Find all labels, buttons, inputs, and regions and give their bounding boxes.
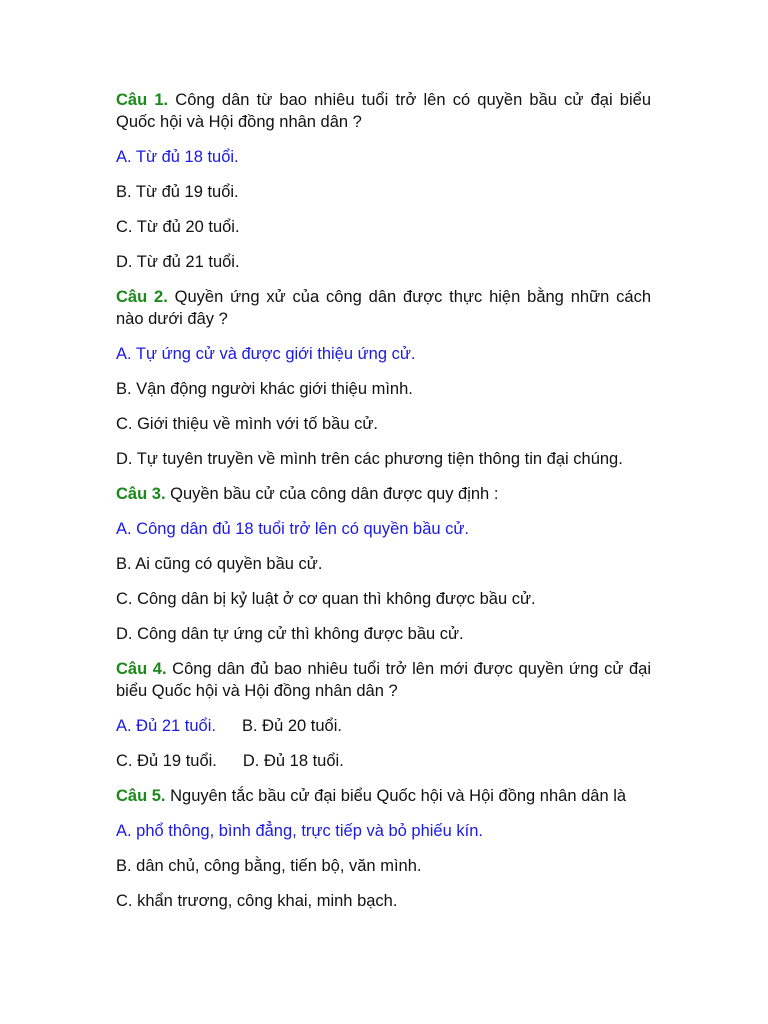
question-4-text: Công dân đủ bao nhiêu tuổi trở lên mới được quyền ứng cử đại biểu Quốc hội và Hội đồng nhân dân ? [116, 660, 651, 700]
question-3-option-c: C. Công dân bị kỷ luật ở cơ quan thì không được bầu cử. [116, 590, 536, 608]
question-3-label: Câu 3 [116, 485, 161, 503]
question-2: Câu 2. Quyền ứng xử của công dân được thực hiện bằng nhữn cách nào dưới đây ? [116, 288, 651, 328]
question-1-option-a: A. Từ đủ 18 tuổi. [116, 148, 239, 166]
question-4-option-a: A. Đủ 21 tuổi. [116, 717, 216, 735]
question-1-option-c: C. Từ đủ 20 tuổi. [116, 218, 240, 236]
question-5-text: Nguyên tắc bầu cử đại biểu Quốc hội và Hội đồng nhân dân là [165, 787, 627, 805]
question-4-option-c: C. Đủ 19 tuổi. [116, 752, 217, 770]
question-4-option-b: B. Đủ 20 tuổi. [241, 717, 342, 735]
question-5-label: Câu 5. [116, 787, 166, 805]
question-1-label: Câu 1 [116, 91, 164, 109]
question-3-option-a: A. Công dân đủ 18 tuổi trở lên có quyền bầu cử. [116, 520, 470, 538]
question-3-option-b: B. Ai cũng có quyền bầu cử. [116, 555, 323, 573]
question-2-option-b: B. Vận động người khác giới thiệu mình. [116, 380, 413, 398]
question-2-option-d: D. Tự tuyên truyền về mình trên các phương tiện thông tin đại chúng. [116, 450, 623, 468]
question-1-option-b: B. Từ đủ 19 tuổi. [116, 183, 239, 201]
question-1-text: Công dân từ bao nhiêu tuổi trở lên có quyền bầu cử đại biểu Quốc hội và Hội đồng nhân dân ? [116, 91, 651, 131]
question-5-option-c: C. khẩn trương, công khai, minh bạch. [116, 892, 398, 910]
question-5-option-a: A. phổ thông, bình đẳng, trực tiếp và bỏ phiếu kín. [116, 822, 483, 840]
question-2-option-a: A. Tự ứng cử và được giới thiệu ứng cử. [116, 345, 416, 363]
question-3-text: Quyền bầu cử của công dân được quy định : [165, 485, 499, 503]
question-2-text: Quyền ứng xử của công dân được thực hiện bằng nhữn cách nào dưới đây ? [116, 288, 651, 328]
document-page [116, 89, 651, 925]
question-4-options-row-2 [116, 750, 651, 772]
question-1: Câu 1. Công dân từ bao nhiêu tuổi trở lên có quyền bầu cử đại biểu Quốc hội và Hội đồng nhân dân ? [116, 91, 651, 131]
question-1-option-d: D. Từ đủ 21 tuổi. [116, 253, 240, 271]
question-5-option-b: B. dân chủ, công bằng, tiến bộ, văn mình. [116, 857, 422, 875]
question-3-option-d: D. Công dân tự ứng cử thì không được bầu cử. [116, 625, 464, 643]
question-2-label: Câu 2 [116, 288, 164, 306]
question-5 [116, 785, 651, 807]
question-4-label: Câu 4. [116, 660, 167, 678]
question-4-option-d: D. Đủ 18 tuổi. [242, 752, 344, 770]
question-4-options-row-1 [116, 715, 651, 737]
question-3: Câu 3. Quyền bầu cử của công dân được quy định : [116, 485, 499, 503]
question-4 [116, 658, 651, 702]
question-2-option-c: C. Giới thiệu về mình với tố bầu cử. [116, 415, 378, 433]
